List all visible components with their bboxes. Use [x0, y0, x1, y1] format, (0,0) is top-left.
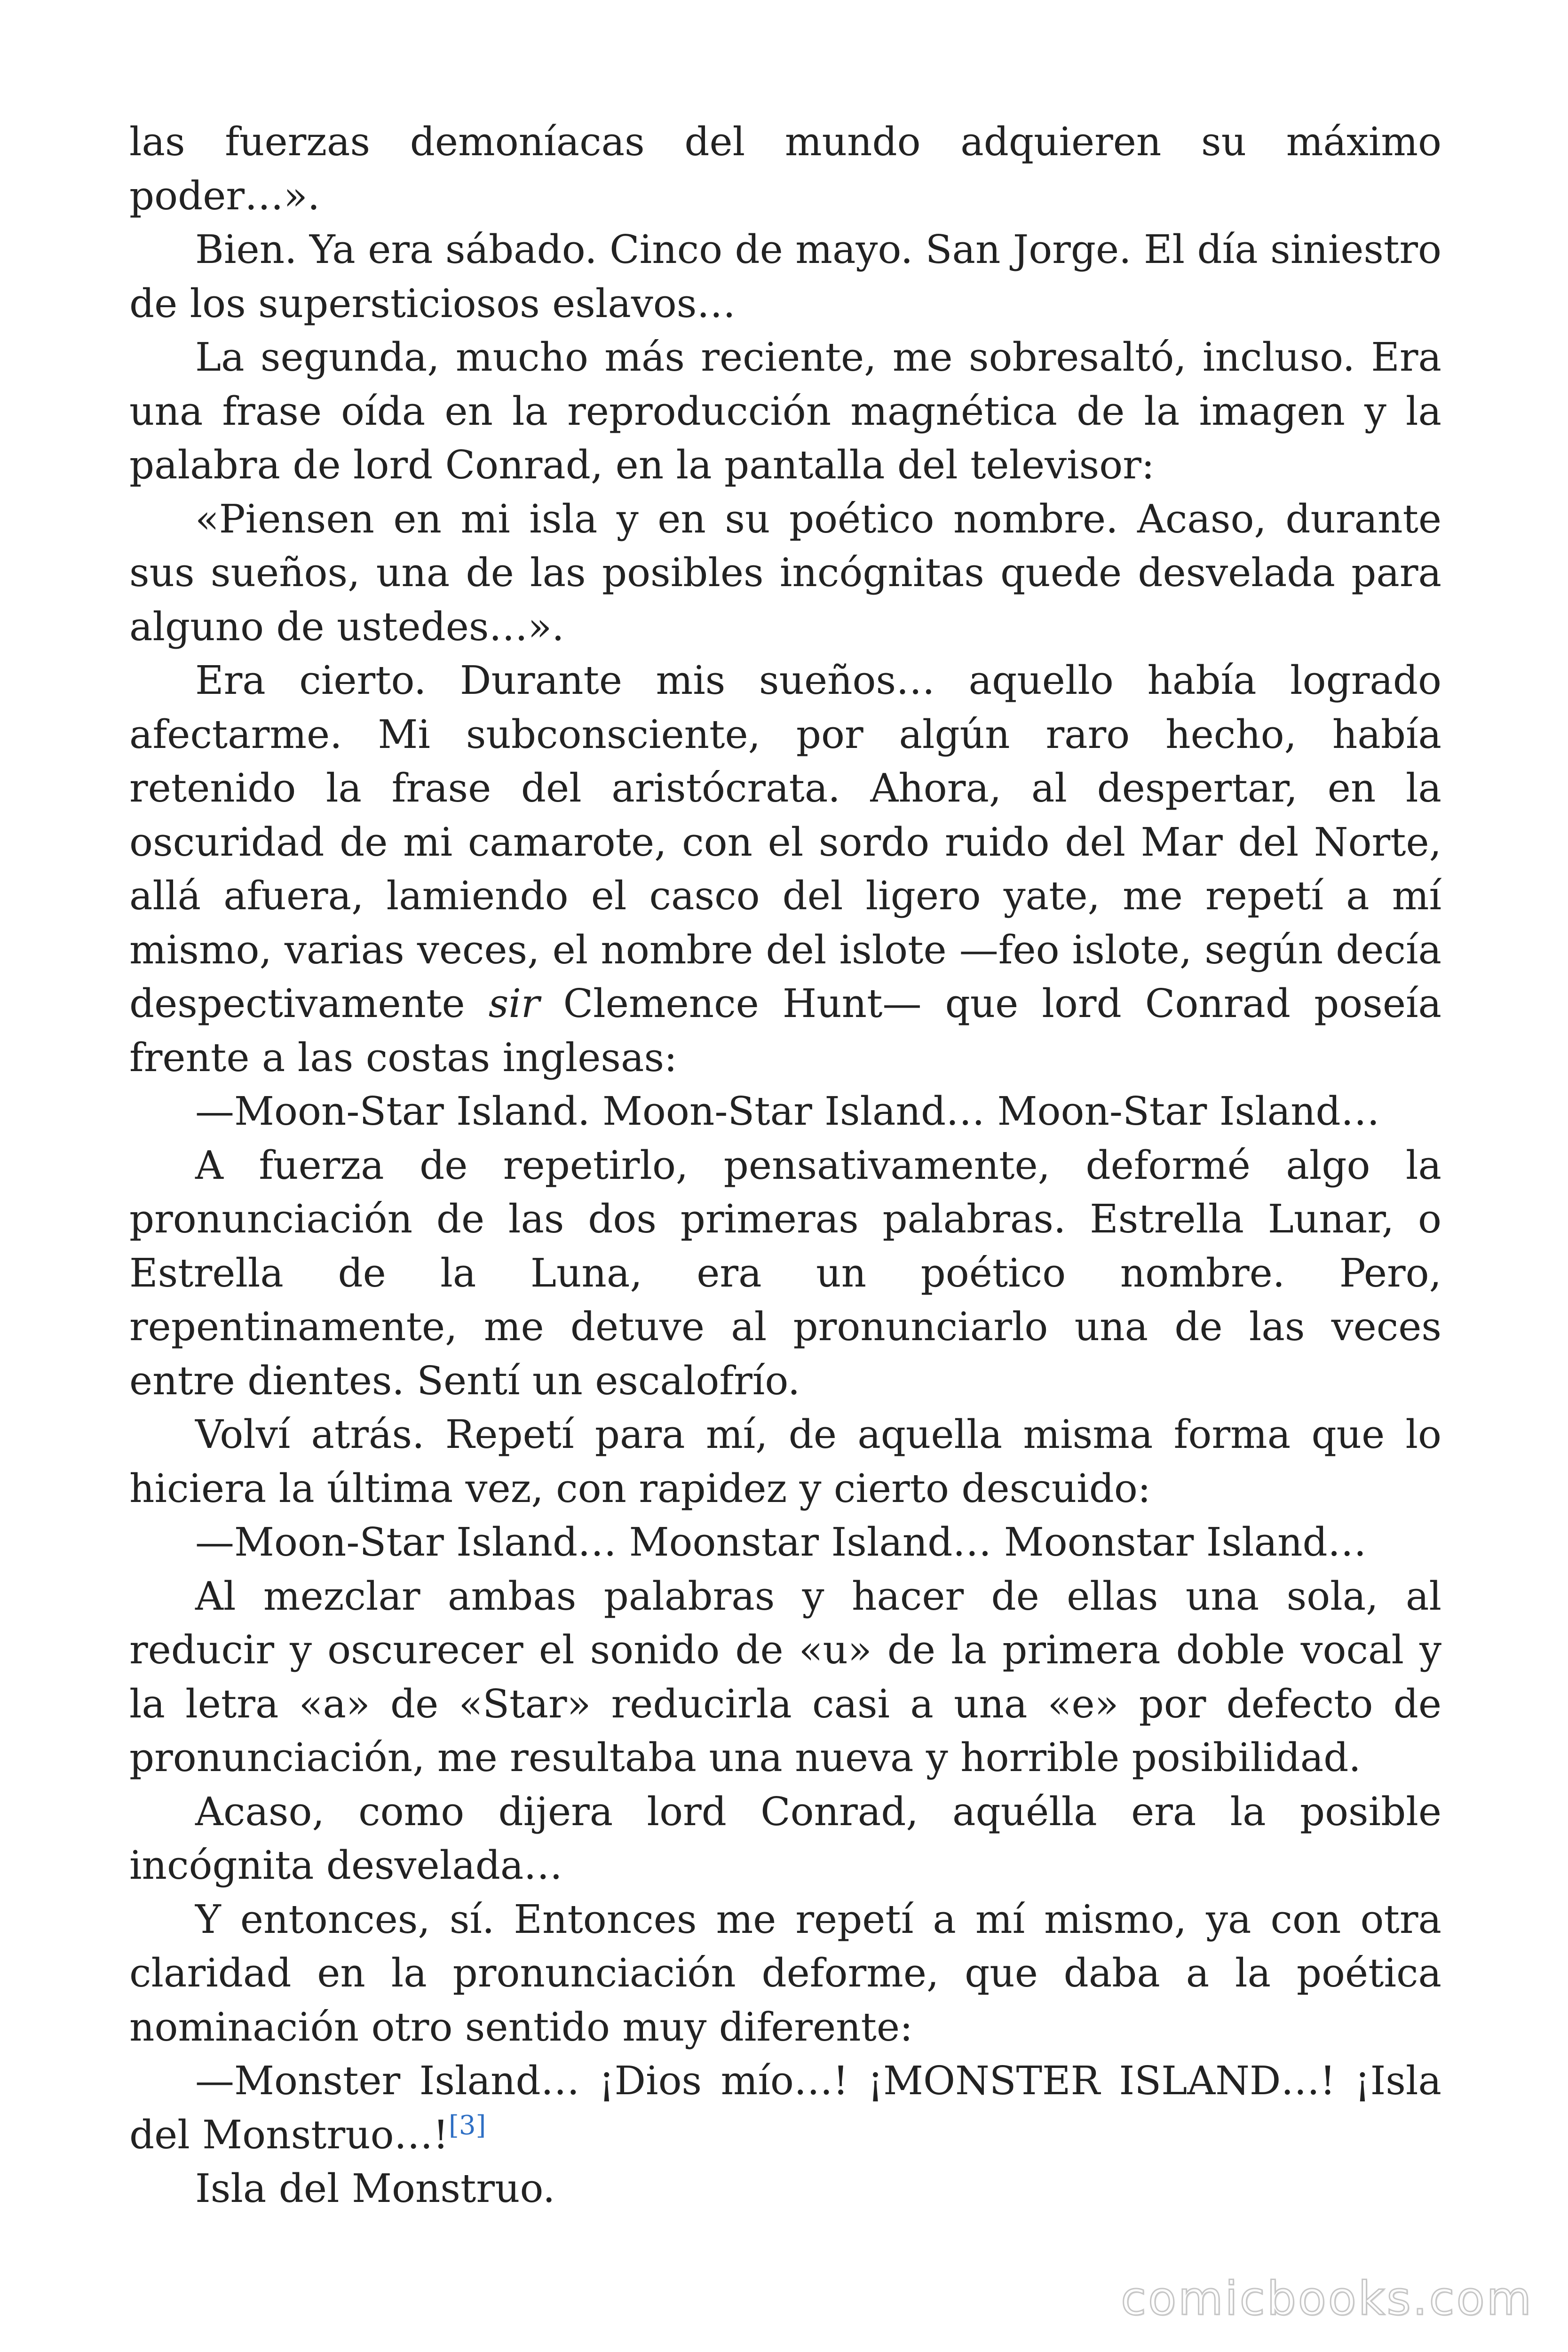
dialogue-line [129, 2054, 1441, 2162]
dialogue-text: —Monster Island… ¡Dios mío…! ¡MONSTER ISLAND…! ¡Isla del Monstruo…! [129, 2058, 1441, 2158]
paragraph: Volví atrás. Repetí para mí, de aquella misma forma que lo hiciera la última vez, con rapidez y cierto descuido: [129, 1412, 1441, 1511]
paragraph [129, 654, 1441, 1085]
paragraph: Bien. Ya era sábado. Cinco de mayo. San Jorge. El día siniestro de los supersticiosos eslavos… [129, 227, 1441, 326]
paragraph: A fuerza de repetirlo, pensativamente, deformé algo la pronunciación de las dos primeras palabras. Estrella Lunar, o Estrella de la Luna, era un poético nombre. Pero, repentinamente, me detuve al pronunciarlo una de las veces entre dientes. Sentí un escalofrío. [129, 1142, 1441, 1404]
italic-term: sir [488, 981, 540, 1026]
paragraph-continuation: las fuerzas demoníacas del mundo adquieren su máximo poder…». [129, 119, 1441, 219]
paragraph: Acaso, como dijera lord Conrad, aquélla era la posible incógnita desvelada… [129, 1788, 1441, 1888]
watermark-logo: comicbooks.com [1121, 2272, 1533, 2326]
dialogue-line: —Moon-Star Island… Moonstar Island… Moonstar Island… [195, 1519, 1367, 1565]
footnote-link[interactable]: [3] [449, 2110, 486, 2141]
paragraph-text: Era cierto. Durante mis sueños… aquello había logrado afectarme. Mi subconsciente, por algún raro hecho, había retenido la frase del aristócrata. Ahora, al despertar, en la oscuridad de mi camarote, con el sordo ruido del Mar del Norte, allá afuera, lamiendo el casco del ligero yate, me repetí a mí mismo, varias veces, el nombre del islote —feo islote, según decía despectivamente [129, 658, 1441, 1026]
paragraph: Al mezclar ambas palabras y hacer de ellas una sola, al reducir y oscurecer el sonido de «u» de la primera doble vocal y la letra «a» de «Star» reducirla casi a una «e» por defecto de pronunciación, me resultaba una nueva y horrible posibilidad. [129, 1573, 1441, 1780]
paragraph-text: Clemence Hunt— que lord Conrad poseía frente a las costas inglesas: [129, 981, 1441, 1081]
paragraph: La segunda, mucho más reciente, me sobresaltó, incluso. Era una frase oída en la reproducción magnética de la imagen y la palabra de lord Conrad, en la pantalla del televisor: [129, 334, 1441, 488]
paragraph: Isla del Monstruo. [195, 2166, 555, 2211]
paragraph-quote: «Piensen en mi isla y en su poético nombre. Acaso, durante sus sueños, una de las posibles incógnitas quede desvelada para alguno de ustedes…». [129, 496, 1441, 650]
dialogue-line: —Moon-Star Island. Moon-Star Island… Moon-Star Island… [195, 1089, 1380, 1134]
paragraph: Y entonces, sí. Entonces me repetí a mí mismo, ya con otra claridad en la pronunciación deforme, que daba a la poética nominación otro sentido muy diferente: [129, 1896, 1441, 2050]
book-page-text [129, 115, 1441, 2216]
